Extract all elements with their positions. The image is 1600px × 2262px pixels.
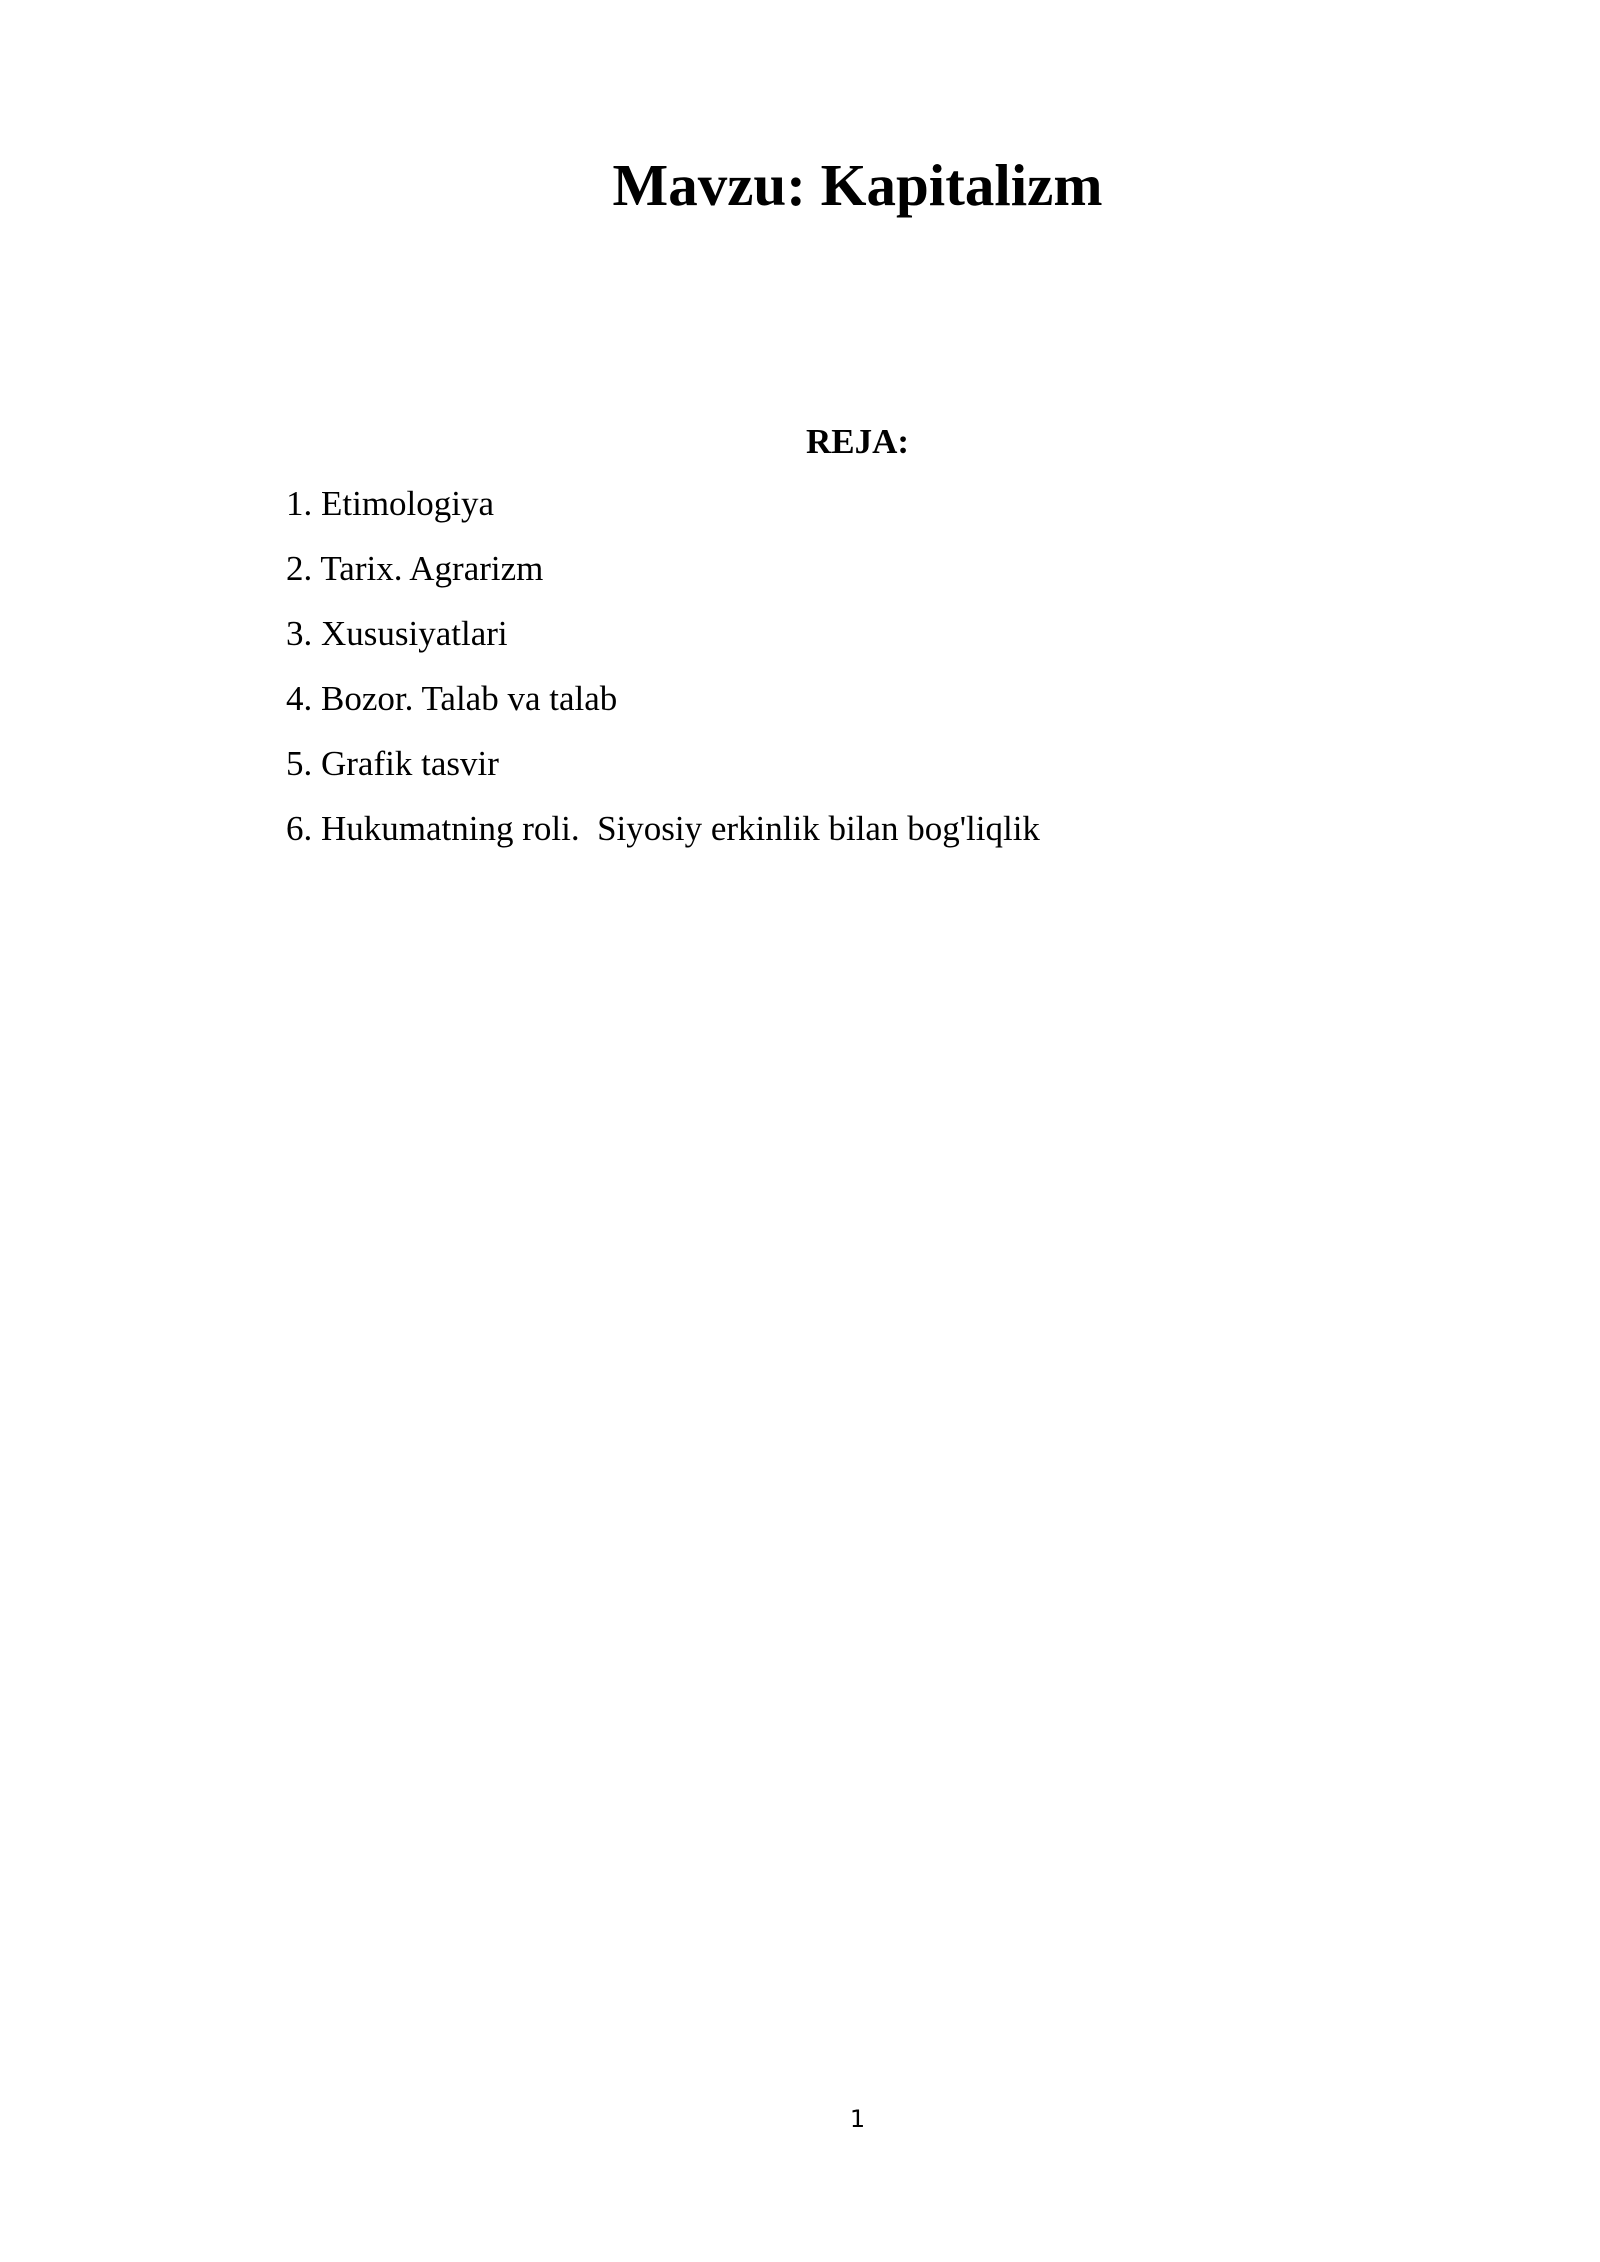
plan-heading: REJA: bbox=[805, 422, 910, 461]
plan-item-grafik-tasvir: 5. Grafik tasvir bbox=[286, 744, 499, 783]
plan-item-etimologiya: 1. Etimologiya bbox=[286, 484, 495, 523]
plan-item-hukumatning-roli: 6. Hukumatning roli. Siyosiy erkinlik bilan bog'liqlik bbox=[286, 809, 1040, 848]
plan-item-tarix: 2. Tarix. Agrarizm bbox=[286, 549, 544, 588]
document-title: Mavzu: Kapitalizm bbox=[612, 152, 1103, 218]
page-number: 1 bbox=[849, 2105, 866, 2133]
plan-list bbox=[286, 482, 1040, 872]
plan-item-bozor: 4. Bozor. Talab va talab bbox=[286, 679, 618, 718]
plan-item-xususiyatlari: 3. Xususiyatlari bbox=[286, 614, 508, 653]
